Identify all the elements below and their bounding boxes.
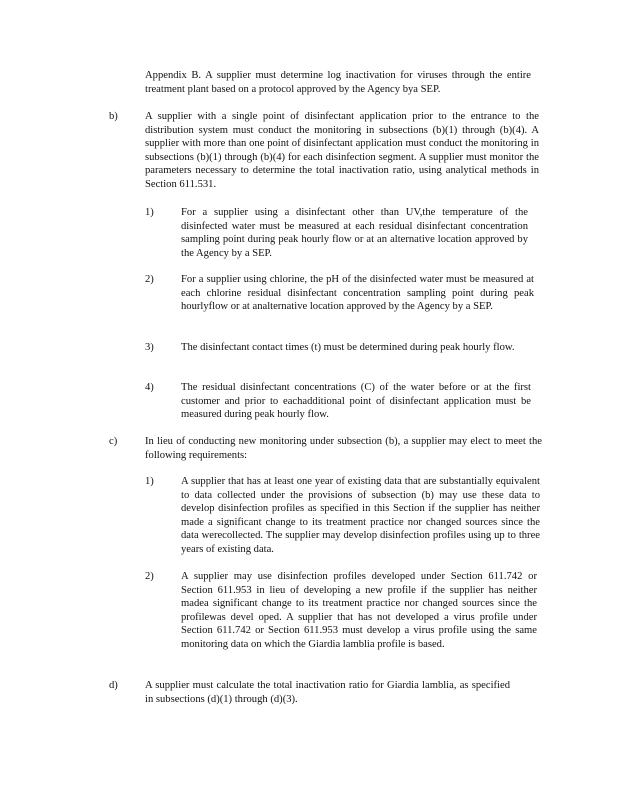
section-c-item-2-text: A supplier may use disinfection profiles developed under Section 611.742 or Section 611.953 in lieu of developing a new profile if the supplier has neither madea significant change to its treatment practice nor changed sources since the profilewas devel oped. A supplier that has not developed a virus profile under Section 611.742 or Section 611.953 must develop a virus profile using the same monitoring data on which the Giardia lamblia profile is based. (181, 571, 537, 650)
section-d-label: d) (109, 680, 118, 691)
section-b-label: b) (109, 111, 118, 122)
section-d-paragraph: A supplier must calculate the total inactivation ratio for Giardia lamblia, as specified in subsections (d)(1) through (d)(3). (145, 680, 510, 705)
section-c-item-1-text: A supplier that has at least one year of existing data that are substantially equivalent to data collected under the provisions of subsection (b) may use these data to develop disinfection profiles as specified in this Section if the supplier has neither made a significant change to its treatment practice nor changed sources since the data werecollected. The supplier may develop disinfection profiles using up to three years of existing data. (181, 476, 540, 555)
section-b-item-4-label: 4) (145, 382, 154, 393)
section-c-item-1-label: 1) (145, 476, 154, 487)
continuation-paragraph: Appendix B. A supplier must determine log inactivation for viruses through the entire treatment plant based on a protocol approved by the Agency bya SEP. (145, 70, 531, 95)
section-b-item-1-label: 1) (145, 207, 154, 218)
section-b-item-2-text: For a supplier using chlorine, the pH of the disinfected water must be measured at each chlorine residual disinfectant concentration sampling point during peak hourlyflow or at analternative location approved by the Agency by a SEP. (181, 274, 534, 313)
section-b-item-3-label: 3) (145, 342, 154, 353)
section-c-item-2-label: 2) (145, 571, 154, 582)
section-b-item-2-label: 2) (145, 274, 154, 285)
section-b-item-4-text: The residual disinfectant concentrations (C) of the water before or at the first customer and prior to eachadditional point of disinfectant application must be measured during peak hourly flow. (181, 382, 531, 421)
section-b-item-3-text: The disinfectant contact times (t) must be determined during peak hourly flow. (181, 342, 515, 353)
section-b-item-1-text: For a supplier using a disinfectant other than UV,the temperature of the disinfected water must be measured at each residual disinfectant concentration sampling point during peak hourly flow or at an alternative location approved by the Agency by a SEP. (181, 207, 528, 259)
section-c-paragraph: In lieu of conducting new monitoring under subsection (b), a supplier may elect to meet the following requirements: (145, 436, 542, 461)
section-b-paragraph: A supplier with a single point of disinfectant application prior to the entrance to the distribution system must conduct the monitoring in subsections (b)(1) through (b)(4). A supplier with more than one point of disinfectant application must conduct the monitoring in subsections (b)(1) through (b)(4) for each disinfection segment. A supplier must monitor the parameters necessary to determine the total inactivation ratio, using analytical methods in Section 611.531. (145, 111, 539, 190)
section-c-label: c) (109, 436, 118, 447)
